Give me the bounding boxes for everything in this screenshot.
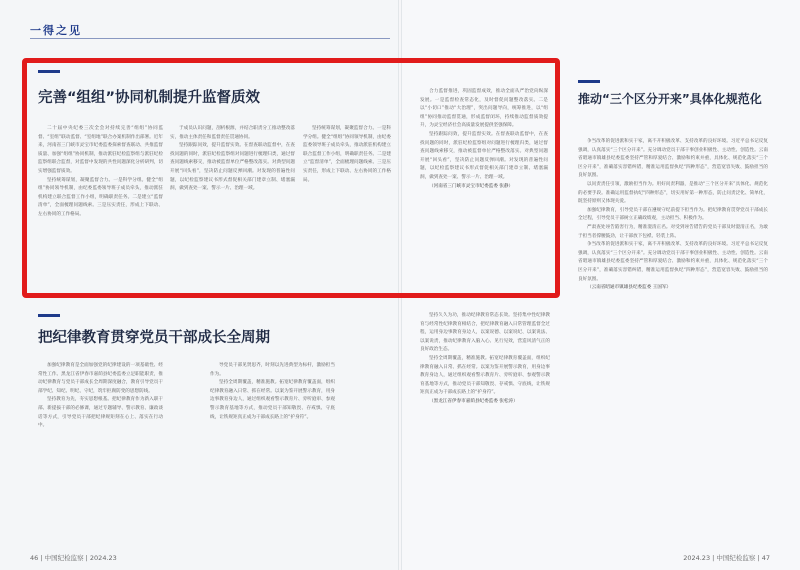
article2-signature: （黑龙江省伊春市嘉荫县纪委监委 张松涛） <box>429 398 518 404</box>
article1-signature: （河南省三门峡市灵宝市纪委监委 张静） <box>429 183 514 189</box>
paragraph: 坚持全周期覆盖，精准施教。拓宽纪律教育覆盖面，组织纪律教育融入日常、抓在经常。以案为鉴开展警示教育，用身边事教育身边人，通过组织观看警示教育片、旁听庭审、参观警示教育基地等方式，推动党员干部知敬畏、存戒惧、守底线，让铁规矩真正成为干部成长路上的“护身符”。 <box>210 380 335 420</box>
section-tag: 一得之见 <box>30 24 82 37</box>
paragraph: 坚持统筹谋划，凝聚监督合力。一是科学分组。健全“组组”协同领导机制，由纪委监委领导班子成员牵头，推动派驻机构建立联合监督工作小组，明确职责任务。二是建立“监督清单”，全面梳理问题线索。三是压实责任，形成上下联动、左右协同的工作格局。 <box>38 177 163 217</box>
paragraph: 以问责责任引领，激励担当作为。用好问责利器，是推动“三个区分开来”具体化、规范化的必要手段。准确运用监督执纪“四种形态”，切实用好第一种形态，防止问责泛化、简单化，既坚持原则又体现关爱。 <box>578 181 768 205</box>
title-accent-bar <box>578 80 600 83</box>
footer-right: 2024.23 | 中国纪检监察 | 47 <box>683 554 770 562</box>
paragraph: 导党员干部见贤思齐，时刻以先进典型为标杆，激励担当作为。 <box>210 363 335 377</box>
paragraph: 坚持统筹谋划，凝聚监督合力。一是科学分组。健全“组组”协同领导机制，由纪委监委领导班子成员牵头，推动派驻机构建立联合监督工作小组，明确职责任务。二是建立“监督清单”，全面梳理问题线索。三是压实责任，形成上下联动、左右协同的工作格局。 <box>303 126 391 183</box>
article3-signature: （云南省昭通市镇雄县纪委监委 王国军） <box>587 285 672 291</box>
paragraph: 坚持全周期覆盖，精准施教。拓宽纪律教育覆盖面，组织纪律教育融入日常、抓在经常。以案为鉴开展警示教育，用身边事教育身边人，通过组织观看警示教育片、旁听庭审、参观警示教育基地等方式，推动党员干部知敬畏、存戒惧、守底线，让铁规矩真正成为干部成长路上的“护身符”。 <box>420 355 550 396</box>
paragraph: 争当改革的促进派和实干家，离不开积极改革、支持改革的良好环境。习近平总书记反复强调，认真落实“三个区分开来”。充分调动党员干部干事创业积极性、主动性、创造性。云南省昭通市镇雄县纪委监委坚持严管和厚爱结合、激励和约束并重，具体化、规范化落实“三个区分开来”，准确落实容错纠错，精准运用监督执纪“四种形态”，营造宽容失败、鼓励担当的良好氛围。 <box>578 139 768 179</box>
footer-left: 46 | 中国纪检监察 | 2024.23 <box>30 554 117 562</box>
article3-title: 推动“三个区分开来”具体化规范化 <box>578 92 762 106</box>
paragraph: 坚持跟踪问效，提升监督实效。在督查联动监督中，在查找问题的同时，派驻纪检监察组对问题进行梳理归类，通过督查问题线索移交，推动被监督单位严格整改落实。对典型问题开展“回头看”，坚决防止问题反弹回潮。对发现的普遍性问题，以纪检监察建议书形式督促相关部门建章立制、堵塞漏洞，做到查处一案、警示一片、治理一域。 <box>170 143 295 192</box>
paragraph: 坚持久久为功，推动纪律教育常态长效。坚持集中性纪律教育与经常性纪律教育相结合，把纪律教育融入日常管理监督全过程，运用身边事教育身边人，以案说德、以案说纪、以案说法、以案说责，推动纪律教育入脑入心、见行见效，营造风清气正的良好政治生态。 <box>420 313 550 353</box>
paragraph: 坚持跟踪问效，提升监督实效。在督查联动监督中，在查找问题的同时，派驻纪检监察组对问题进行梳理归类，通过督查问题线索移交，推动被监督单位严格整改落实。对典型问题开展“回头看”，坚决防止问题反弹回潮。对发现的普遍性问题，以纪检监察建议书形式督促相关部门建章立制、堵塞漏洞，做到查处一案、警示一片、治理一域。 <box>420 131 548 180</box>
paragraph: 争当改革的促进派和实干家，离不开积极改革、支持改革的良好环境。习近平总书记反复强调，认真落实“三个区分开来”。充分调动党员干部干事创业积极性、主动性、创造性。云南省昭通市镇雄县纪委监委坚持严管和厚爱结合、激励和约束并重，具体化、规范化落实“三个区分开来”，准确落实容错纠错，精准运用监督执纪“四种形态”，营造宽容失败、鼓励担当的良好氛围。 <box>578 242 768 282</box>
paragraph: 于成员认识问题，剖析根源，并结合职责分工推动整改落实，推动主体责任和监督责任贯通协同。 <box>170 126 295 140</box>
article2-column-3 <box>420 312 550 522</box>
highlight-box <box>22 58 560 298</box>
paragraph: 严肃查处诬告陷害行为，精准澄清正名。对受到诬告错告的党员干部及时澄清正名，为敢于担当者撑腰鼓劲，让干部放下包袱、轻装上阵。 <box>578 224 768 239</box>
section-rule <box>30 38 390 39</box>
article2-column-2 <box>210 362 335 542</box>
title-accent-bar <box>38 314 60 317</box>
article2-column-1 <box>38 362 163 542</box>
paragraph: 合力监督推进，巩固监督成效，推动全面从严治党向纵深发展。一是监督检查常态化，及时督促问题整改落实。二是以“小切口”推动“大治理”，突出问题导向，统筹推进，以“组组”协同推动监督贯通，形成监督闭环，持续推动监督质效提升，为灵宝经济社会高质量发展提供坚强保障。 <box>420 89 548 129</box>
paragraph: 加强纪律教育，引导党员干部在遵规守纪前提下担当作为。把纪律教育贯穿党员干部成长全过程，引导党员干部树立正确政绩观，主动担当、积极作为。 <box>578 207 768 222</box>
paragraph: 加强纪律教育是全面加强党的纪律建设的一项基础性、经常性工作。黑龙江省伊春市嘉荫县纪委监委立足职能职责，推动纪律教育与党员干部成长全周期深度融合，教育引导党员干部学纪、知纪、明纪、守纪，筑牢拒腐防变的思想防线。 <box>38 363 163 394</box>
paragraph: 二十届中央纪委三次全会对持续完善“组组”协同监督、“室组”联动监督、“室组地”联合办案机制作出部署。近年来，河南省三门峡市灵宝市纪委监委探索督查联动、共推监督质量、加强“组组”协同机制，推动派驻纪检监察组与派驻纪检监察组联合监督，对监督中发现的共性问题深化分析研判，切实增强监督质效。 <box>38 126 163 174</box>
paragraph: 坚持教育为先，夯实思想根基。把纪律教育作为新入职干部、新提拔干部的必修课，通过专题辅导、警示教育、廉政谈话等方式，引导党员干部把纪律规矩刻在心上、落实在行动中。 <box>38 397 163 429</box>
article2-title: 把纪律教育贯穿党员干部成长全周期 <box>38 330 270 346</box>
article3-column <box>578 138 768 538</box>
article1-title: 完善“组组”协同机制提升监督质效 <box>38 90 261 106</box>
